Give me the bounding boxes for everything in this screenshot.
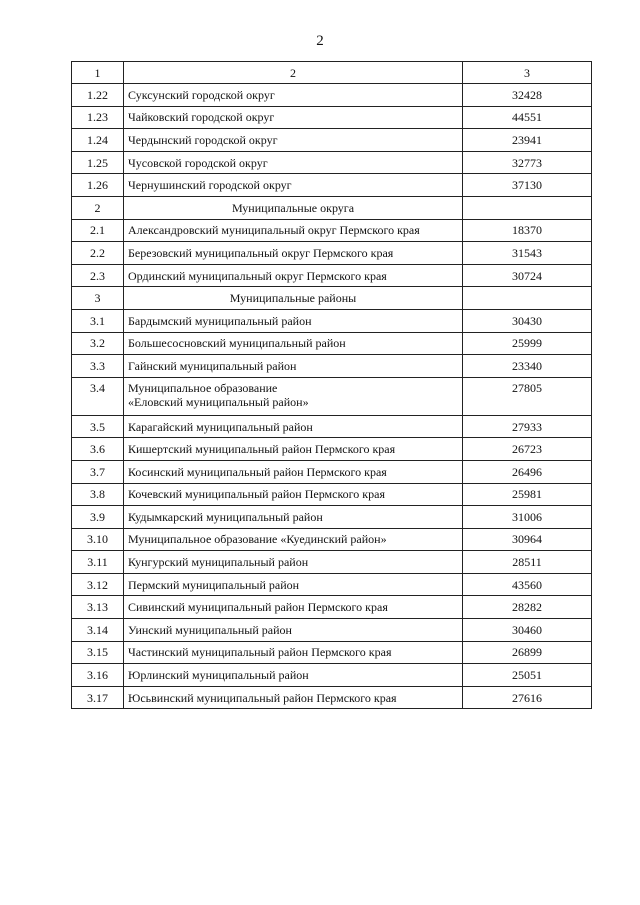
data-table xyxy=(71,61,592,709)
row-value: 27616 xyxy=(463,686,592,709)
table-row xyxy=(72,84,592,107)
municipality-name: Муниципальные округа xyxy=(124,196,463,219)
row-number: 2.3 xyxy=(72,264,124,287)
header-cell-3: 3 xyxy=(463,62,592,84)
row-number: 1.26 xyxy=(72,174,124,197)
table-row xyxy=(72,641,592,664)
municipality-name: Муниципальные районы xyxy=(124,287,463,310)
row-number: 3.4 xyxy=(72,377,124,415)
row-number: 3.14 xyxy=(72,619,124,642)
municipality-name: Кочевский муниципальный район Пермского края xyxy=(124,483,463,506)
row-value: 43560 xyxy=(463,573,592,596)
table-row xyxy=(72,174,592,197)
municipality-name: Кишертский муниципальный район Пермского края xyxy=(124,438,463,461)
table-row xyxy=(72,309,592,332)
row-value: 26496 xyxy=(463,460,592,483)
row-number: 1.24 xyxy=(72,129,124,152)
row-number: 3.12 xyxy=(72,573,124,596)
row-value: 30964 xyxy=(463,528,592,551)
header-cell-2: 2 xyxy=(124,62,463,84)
table-row xyxy=(72,151,592,174)
row-value: 27805 xyxy=(463,377,592,415)
row-value: 44551 xyxy=(463,106,592,129)
municipality-name: Большесосновский муниципальный район xyxy=(124,332,463,355)
municipality-name: Сивинский муниципальный район Пермского края xyxy=(124,596,463,619)
row-number: 3.10 xyxy=(72,528,124,551)
row-value: 25981 xyxy=(463,483,592,506)
row-value: 28511 xyxy=(463,551,592,574)
municipality-name: Чердынский городской округ xyxy=(124,129,463,152)
table-row xyxy=(72,483,592,506)
row-value: 26723 xyxy=(463,438,592,461)
municipality-name: Бардымский муниципальный район xyxy=(124,309,463,332)
row-value: 26899 xyxy=(463,641,592,664)
row-number: 3.8 xyxy=(72,483,124,506)
municipality-name xyxy=(124,377,463,415)
row-value: 28282 xyxy=(463,596,592,619)
row-value: 27933 xyxy=(463,415,592,438)
table-row xyxy=(72,528,592,551)
municipality-name: Чусовской городской округ xyxy=(124,151,463,174)
row-number: 2 xyxy=(72,196,124,219)
row-value: 23941 xyxy=(463,129,592,152)
row-value: 25051 xyxy=(463,664,592,687)
municipality-name: Косинский муниципальный район Пермского края xyxy=(124,460,463,483)
table-row xyxy=(72,332,592,355)
municipality-name: Частинский муниципальный район Пермского края xyxy=(124,641,463,664)
municipality-name-line-2: «Еловский муниципальный район» xyxy=(128,394,309,409)
row-number: 3.9 xyxy=(72,506,124,529)
municipality-name: Кудымкарский муниципальный район xyxy=(124,506,463,529)
header-cell-1: 1 xyxy=(72,62,124,84)
row-number: 1.25 xyxy=(72,151,124,174)
row-number: 3.5 xyxy=(72,415,124,438)
table-row xyxy=(72,619,592,642)
row-number: 3.16 xyxy=(72,664,124,687)
row-value: 31543 xyxy=(463,242,592,265)
table-row xyxy=(72,551,592,574)
row-value: 30460 xyxy=(463,619,592,642)
table-row xyxy=(72,355,592,378)
table-row xyxy=(72,377,592,415)
table-row xyxy=(72,573,592,596)
table-row xyxy=(72,596,592,619)
row-number: 3.11 xyxy=(72,551,124,574)
row-number: 3.6 xyxy=(72,438,124,461)
row-value xyxy=(463,287,592,310)
row-value: 30430 xyxy=(463,309,592,332)
row-value: 32428 xyxy=(463,84,592,107)
municipality-name: Березовский муниципальный округ Пермского края xyxy=(124,242,463,265)
row-value: 18370 xyxy=(463,219,592,242)
municipality-name: Чайковский городской округ xyxy=(124,106,463,129)
table-row xyxy=(72,106,592,129)
page-number: 2 xyxy=(316,33,324,49)
row-value: 31006 xyxy=(463,506,592,529)
row-value: 32773 xyxy=(463,151,592,174)
row-value: 25999 xyxy=(463,332,592,355)
row-number: 3.17 xyxy=(72,686,124,709)
municipality-name: Пермский муниципальный район xyxy=(124,573,463,596)
municipality-name: Юрлинский муниципальный район xyxy=(124,664,463,687)
municipality-name: Муниципальное образование «Куединский район» xyxy=(124,528,463,551)
municipality-name: Чернушинский городской округ xyxy=(124,174,463,197)
municipality-name: Ординский муниципальный округ Пермского края xyxy=(124,264,463,287)
municipality-name: Уинский муниципальный район xyxy=(124,619,463,642)
section-row xyxy=(72,196,592,219)
row-number: 3.2 xyxy=(72,332,124,355)
row-number: 3.1 xyxy=(72,309,124,332)
table-row xyxy=(72,664,592,687)
row-number: 1.22 xyxy=(72,84,124,107)
row-value: 37130 xyxy=(463,174,592,197)
municipality-name: Кунгурский муниципальный район xyxy=(124,551,463,574)
row-number: 2.1 xyxy=(72,219,124,242)
row-number: 3.7 xyxy=(72,460,124,483)
table-row xyxy=(72,219,592,242)
table-row xyxy=(72,460,592,483)
row-number: 1.23 xyxy=(72,106,124,129)
table-row xyxy=(72,264,592,287)
table-row xyxy=(72,129,592,152)
row-number: 3.13 xyxy=(72,596,124,619)
table-row xyxy=(72,506,592,529)
municipality-name: Гайнский муниципальный район xyxy=(124,355,463,378)
section-row xyxy=(72,287,592,310)
table-row xyxy=(72,438,592,461)
row-number: 2.2 xyxy=(72,242,124,265)
table-row xyxy=(72,686,592,709)
municipality-name: Карагайский муниципальный район xyxy=(124,415,463,438)
municipality-name-line-1: Муниципальное образование xyxy=(128,380,278,395)
municipality-name: Суксунский городской округ xyxy=(124,84,463,107)
municipality-name: Александровский муниципальный округ Пермского края xyxy=(124,219,463,242)
municipality-name: Юсьвинский муниципальный район Пермского края xyxy=(124,686,463,709)
table-row xyxy=(72,415,592,438)
row-value: 23340 xyxy=(463,355,592,378)
row-number: 3.3 xyxy=(72,355,124,378)
row-value: 30724 xyxy=(463,264,592,287)
table-row xyxy=(72,242,592,265)
table-header-row xyxy=(72,62,592,84)
row-value xyxy=(463,196,592,219)
row-number: 3 xyxy=(72,287,124,310)
row-number: 3.15 xyxy=(72,641,124,664)
